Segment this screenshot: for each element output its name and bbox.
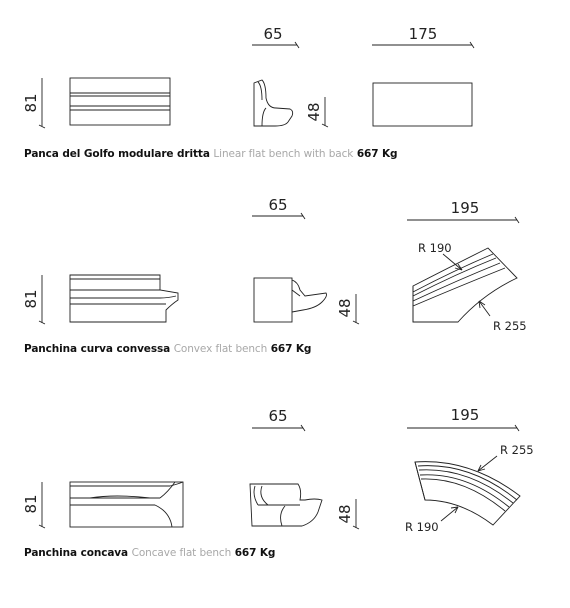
row3-width-label: 195	[450, 406, 480, 424]
row1-top-view	[373, 83, 472, 126]
row3-caption-weight: 667 Kg	[234, 547, 276, 559]
row3-width-dimension	[407, 425, 519, 431]
row2-caption	[24, 343, 311, 355]
row2-seat-height-label: 48	[336, 298, 354, 318]
row3-inner-radius-label: R 190	[405, 520, 439, 534]
row3-outer-radius-label: R 255	[500, 443, 534, 457]
row1-caption-weight: 667 Kg	[356, 148, 398, 160]
row3-caption-english: Concave flat bench	[131, 547, 232, 559]
row1-caption	[24, 148, 397, 160]
row1-width-label: 175	[408, 25, 438, 43]
row1-front-view	[70, 78, 170, 125]
row2-top-view	[413, 248, 517, 322]
row3-height-label: 81	[22, 494, 40, 514]
row2-caption-english: Convex flat bench	[173, 343, 268, 355]
row3-depth-dimension	[252, 425, 305, 431]
row3-side-view	[250, 484, 322, 526]
row3-front-view	[70, 482, 183, 527]
row1-caption-italian: Panca del Golfo modulare dritta	[24, 148, 210, 160]
row2-caption-italian: Panchina curva convessa	[24, 343, 171, 355]
row2-depth-label: 65	[268, 196, 288, 214]
row2-height-label: 81	[22, 289, 40, 309]
row3-depth-label: 65	[268, 407, 288, 425]
row3-caption	[24, 547, 275, 559]
row2-width-label: 195	[450, 199, 480, 217]
row2-outer-radius-label: R 255	[493, 319, 527, 333]
row3-top-view	[415, 462, 520, 525]
row1-caption-english: Linear flat bench with back	[213, 148, 354, 160]
row2-width-dimension	[407, 217, 519, 223]
row1-seat-height-label: 48	[305, 102, 323, 122]
row2-inner-radius-label: R 190	[418, 241, 452, 255]
row2-front-view	[70, 275, 178, 322]
row1-height-label: 81	[22, 93, 40, 113]
row3-caption-italian: Panchina concava	[24, 547, 129, 559]
row3-seat-height-label: 48	[336, 504, 354, 524]
row2-caption-weight: 667 Kg	[270, 343, 312, 355]
row2-side-view	[254, 278, 327, 322]
row1-side-view	[254, 80, 293, 126]
row1-depth-label: 65	[263, 25, 283, 43]
